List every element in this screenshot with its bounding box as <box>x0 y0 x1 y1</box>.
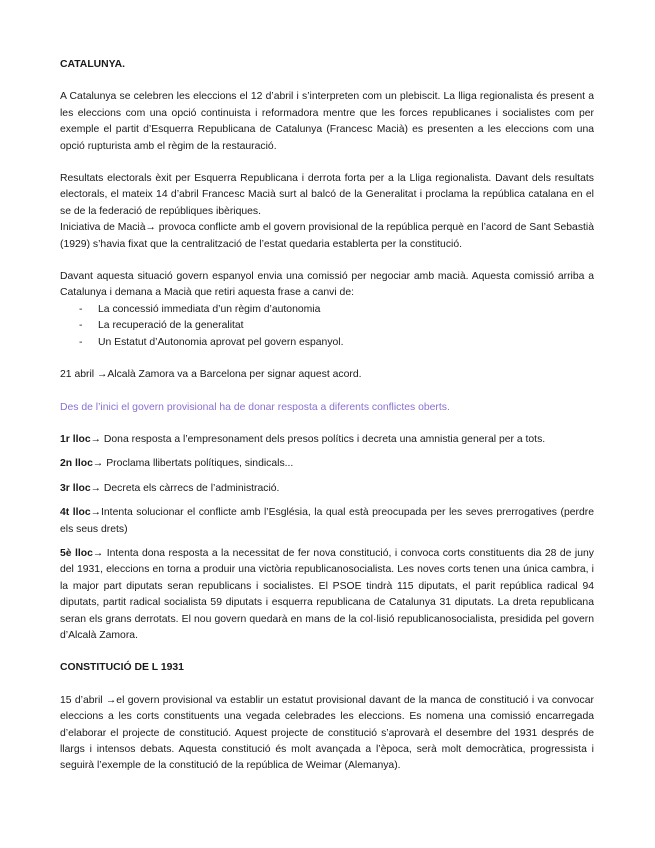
numbered-point <box>60 546 594 644</box>
section-heading-catalunya: CATALUNYA. <box>60 59 126 70</box>
list-item-text: Un Estatut d’Autonomia aprovat pel govern espanyol. <box>98 336 344 348</box>
point-text: →Intenta solucionar el conflicte amb l’Església, la qual està preocupada per les seves prerrogatives (perdre els seus drets) <box>60 507 594 535</box>
highlighted-note: Des de l’inici el govern provisional ha de donar resposta a diferents conflictes oberts. <box>60 401 450 413</box>
numbered-point <box>60 456 594 472</box>
list-item-text: La concessió immediata d’un règim d’autonomia <box>98 303 321 315</box>
numbered-point <box>60 432 594 448</box>
bullet-list <box>60 302 594 351</box>
point-label: 3r lloc <box>60 482 91 494</box>
numbered-point <box>60 505 594 538</box>
list-item: - Un Estatut d’Autonomia aprovat pel govern espanyol. <box>79 336 344 348</box>
paragraph: 15 d’abril →el govern provisional va establir un estatut provisional davant de la manca de constitució i va convocar eleccions a les corts constituents una vegada celebrades les eleccions. Es nomena una comissió encarregada d’elaborar el projecte de constitució. Aquest projecte de constitució s’aprovarà el desembre del 1931 després de llargs i intensos debats. Aquesta constitució és molt avançada a l’època, serà molt democràtica, progressista i seguirà l’exemple de la constitució de la república de Weimar (Alemanya). <box>60 694 594 772</box>
paragraph: Davant aquesta situació govern espanyol envia una comissió per negociar amb macià. Aquesta comissió arriba a Catalunya i demana a Macià que retiri aquesta frase a canvi de: <box>60 271 594 299</box>
paragraph: 21 abril →Alcalà Zamora va a Barcelona per signar aquest acord. <box>60 369 362 381</box>
point-label: 1r lloc <box>60 433 91 445</box>
numbered-point <box>60 481 594 497</box>
point-label: 5è lloc <box>60 547 93 559</box>
list-item: - La concessió immediata d’un règim d’autonomia <box>79 303 321 315</box>
paragraph: Resultats electorals èxit per Esquerra Republicana i derrota forta per a la Lliga regionalista. Davant dels resultats electorals, el mateix 14 d’abril Francesc Macià surt al balcó de la Generalitat i proclama la república catalana en el se de la federació de repúbliques ibèriques. <box>60 173 594 217</box>
paragraph: A Catalunya se celebren les eleccions el 12 d’abril i s’interpreten com un plebiscit. La lliga regionalista és present a les eleccions com una opció continuista i reformadora mentre que les forces republicanes i socialistes com per exemple el partit d’Esquerra Republicana de Catalunya (Francesc Macià) es presenten a les eleccions com una opció rupturista amb el règim de la restauració. <box>60 91 594 152</box>
list-item: - La recuperació de la generalitat <box>79 320 244 332</box>
paragraph: Iniciativa de Macià→ provoca conflicte amb el govern provisional de la república perquè en l’acord de Sant Sebastià (1929) s’havia fixat que la centralització de l’estat quedaria establerta per la constitució. <box>60 222 594 250</box>
point-label: 2n lloc <box>60 458 93 470</box>
point-text: → Intenta dona resposta a la necessitat de fer nova constitució, i convoca corts constituents dia 28 de juny del 1931, eleccions en torna a produir una victòria republicanosocialista. Les noves corts tenen una única cambra, i la major part diputats seran republicans i socialistes. El PSOE tindrà 115 diputats, el parit república radical 94 diputats, partit radical socialista 59 diputats i esquerra republicana de Catalunya 31 diputats. La dreta republicana seran els grans derrotats. El nou govern quedarà en mans de la col·lisió republicanosocialista, presidida pel govern d’Alcalà Zamora. <box>60 547 594 641</box>
point-text: → Decreta els càrrecs de l’administració. <box>90 482 280 494</box>
point-label: 4t lloc <box>60 507 91 519</box>
list-item-text: La recuperació de la generalitat <box>98 320 244 332</box>
section-heading-constitucio: CONSTITUCIÓ DE L 1931 <box>60 662 184 674</box>
document-page <box>60 57 594 775</box>
point-text: → Dona resposta a l’empresonament dels presos polítics i decreta una amnistia general per a tots. <box>90 433 546 445</box>
point-text: → Proclama llibertats polítiques, sindicals... <box>92 458 294 470</box>
